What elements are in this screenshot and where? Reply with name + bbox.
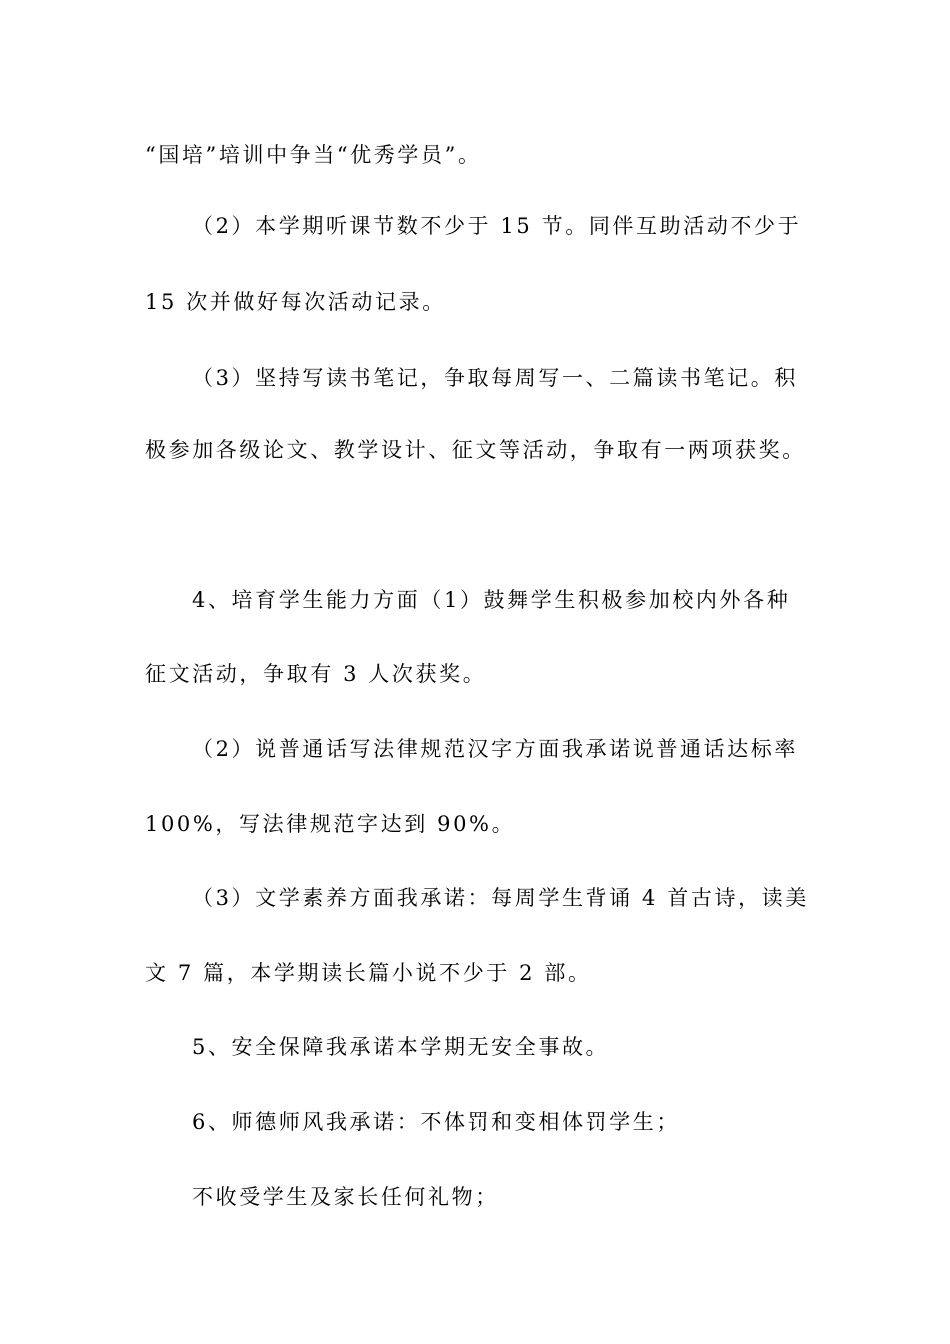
paragraph-line-9: 100%，写法律规范字达到 90%。 xyxy=(145,812,516,836)
paragraph-line-6: 4、培育学生能力方面（1）鼓舞学生积极参加校内外各种 xyxy=(192,588,791,612)
paragraph-line-8: （2）说普通话写法律规范汉字方面我承诺说普通话达标率 xyxy=(192,737,798,761)
paragraph-line-12: 5、安全保障我承诺本学期无安全事故。 xyxy=(192,1035,610,1059)
paragraph-line-13: 6、师德师风我承诺：不体罚和变相体罚学生； xyxy=(192,1110,680,1134)
paragraph-line-7: 征文活动，争取有 3 人次获奖。 xyxy=(145,662,487,686)
paragraph-line-5: 极参加各级论文、教学设计、征文等活动，争取有一两项获奖。 xyxy=(145,438,806,462)
paragraph-line-3: 15 次并做好每次活动记录。 xyxy=(145,290,446,314)
paragraph-line-11: 文 7 篇，本学期读长篇小说不少于 2 部。 xyxy=(145,961,592,985)
paragraph-line-1: “国培”培训中争当“优秀学员”。 xyxy=(145,143,482,167)
paragraph-line-14: 不收受学生及家长任何礼物； xyxy=(192,1185,499,1209)
paragraph-line-4: （3）坚持写读书笔记，争取每周写一、二篇读书笔记。积 xyxy=(192,366,798,390)
paragraph-line-10: （3）文学素养方面我承诺：每周学生背诵 4 首古诗，读美 xyxy=(192,886,809,910)
paragraph-line-2: （2）本学期听课节数不少于 15 节。同伴互助活动不少于 xyxy=(192,214,802,238)
